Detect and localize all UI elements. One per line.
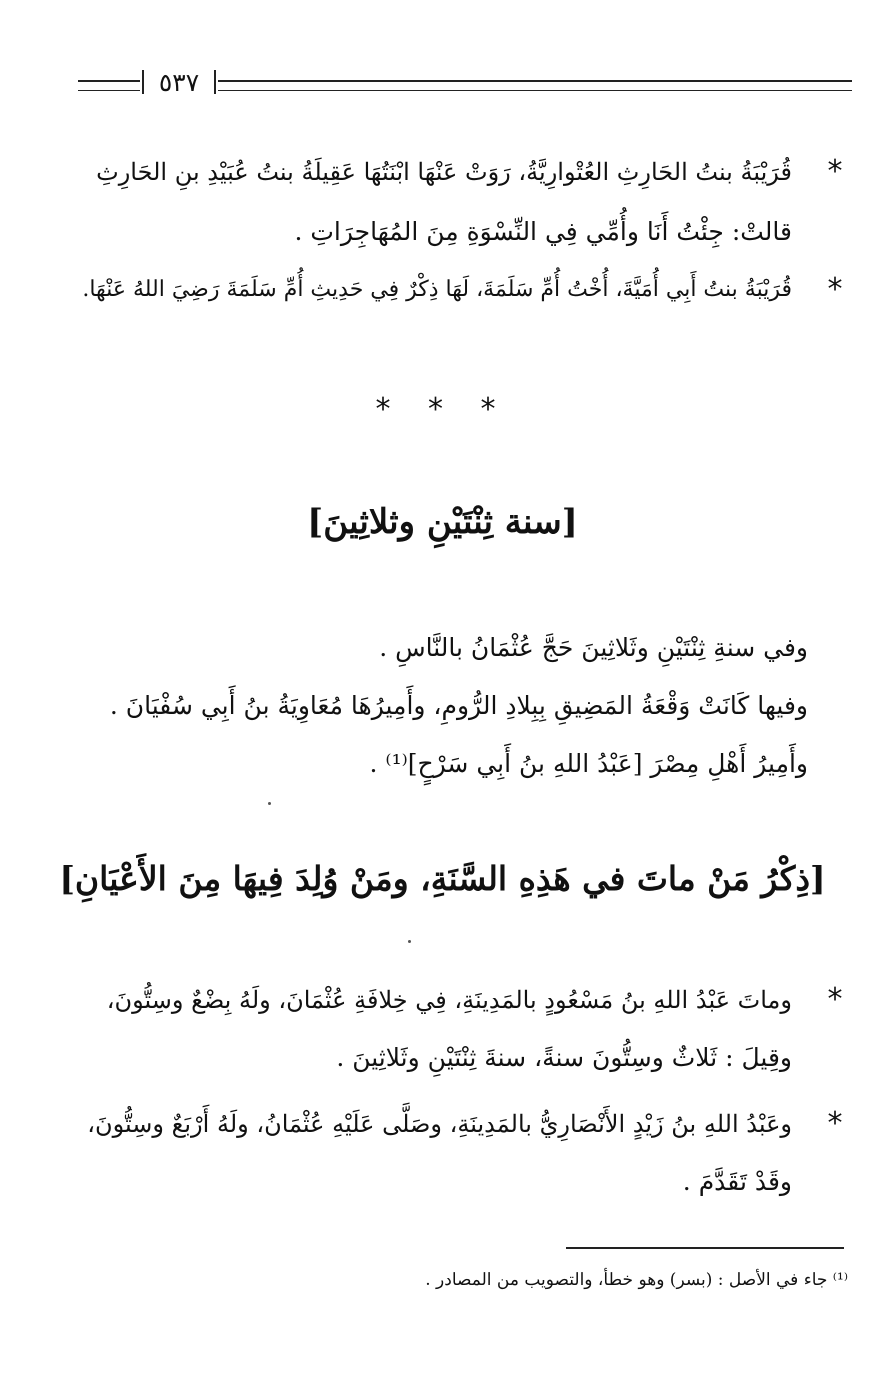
- entry-text-line: وقِيلَ : ثَلاثٌ وسِتُّونَ سنةً، سنةَ ثِنْتَيْنِ وثَلاثِينَ .: [336, 1043, 792, 1072]
- deaths-heading: [ذِكْرُ مَنْ ماتَ في هَذِهِ السَّنَةِ، ومَنْ وُلِدَ فِيهَا مِنَ الأَعْيَانِ]: [59, 859, 826, 898]
- entry-bullet: *: [827, 154, 843, 189]
- paragraph-line: وأَمِيرُ أَهْلِ مِصْرَ [عَبْدُ اللهِ بنُ أَبِي سَرْحٍ]⁽¹⁾ .: [369, 749, 808, 778]
- entry-bullet: *: [827, 982, 843, 1017]
- entry-text-line: قالتْ: جِئْتُ أَنَا وأُمِّي فِي النِّسْوَةِ مِنَ المُهَاجِرَاتِ .: [294, 217, 792, 246]
- paragraph-line: وفي سنةِ ثِنْتَيْنِ وثَلاثِينَ حَجَّ عُثْمَانُ بالنَّاسِ .: [379, 633, 808, 662]
- entry-text-line: قُرَيْبَةُ بنتُ أَبِي أُمَيَّةَ، أُخْتُ أُمِّ سَلَمَةَ، لَهَا ذِكْرٌ فِي حَدِيثِ أُمِّ سَلَمَةَ رَضِيَ اللهُ عَنْهَا.: [82, 277, 792, 302]
- year-heading: [سنة ثِنْتَيْنِ وثلاثِينَ]: [307, 502, 578, 542]
- scan-speck: [268, 802, 271, 805]
- footnote: ⁽¹⁾ جاء في الأصل : (بسر) وهو خطأ، والتصويب من المصادر .: [425, 1270, 848, 1290]
- footnote-rule: [566, 1247, 844, 1249]
- header-rule-right: [218, 80, 852, 91]
- paragraph-line: وفيها كَانَتْ وَقْعَةُ المَضِيقِ بِبِلادِ الرُّومِ، وأَمِيرُهَا مُعَاوِيَةُ بنُ أَبِي سُفْيَانَ .: [109, 691, 808, 720]
- page-number: ٥٣٧: [158, 68, 200, 97]
- entry-text-line: وماتَ عَبْدُ اللهِ بنُ مَسْعُودٍ بالمَدِينَةِ، فِي خِلافَةِ عُثْمَانَ، ولَهُ بِضْعٌ وسِتُّونَ،: [106, 986, 792, 1014]
- scan-speck: [408, 940, 411, 943]
- section-separator: * * *: [375, 392, 510, 427]
- header-rule-divider: [142, 70, 144, 94]
- entry-text-line: وقَدْ تَقَدَّمَ .: [682, 1167, 792, 1196]
- entry-text-line: وعَبْدُ اللهِ بنُ زَيْدٍ الأَنْصَارِيُّ بالمَدِينَةِ، وصَلَّى عَلَيْهِ عُثْمَانُ، ولَهُ أَرْبَعٌ وسِتُّونَ،: [87, 1110, 792, 1138]
- entry-text-line: قُرَيْبَةُ بنتُ الحَارِثِ العُتْوارِيَّةُ، رَوَتْ عَنْهَا ابْنَتُهَا عَقِيلَةُ بنتُ عُبَيْدِ بنِ الحَارِثِ: [96, 158, 792, 186]
- header-rule-left: [78, 80, 140, 91]
- page-header: [78, 66, 852, 106]
- entry-bullet: *: [827, 272, 843, 307]
- entry-bullet: *: [827, 1106, 843, 1141]
- header-rule-divider: [214, 70, 216, 94]
